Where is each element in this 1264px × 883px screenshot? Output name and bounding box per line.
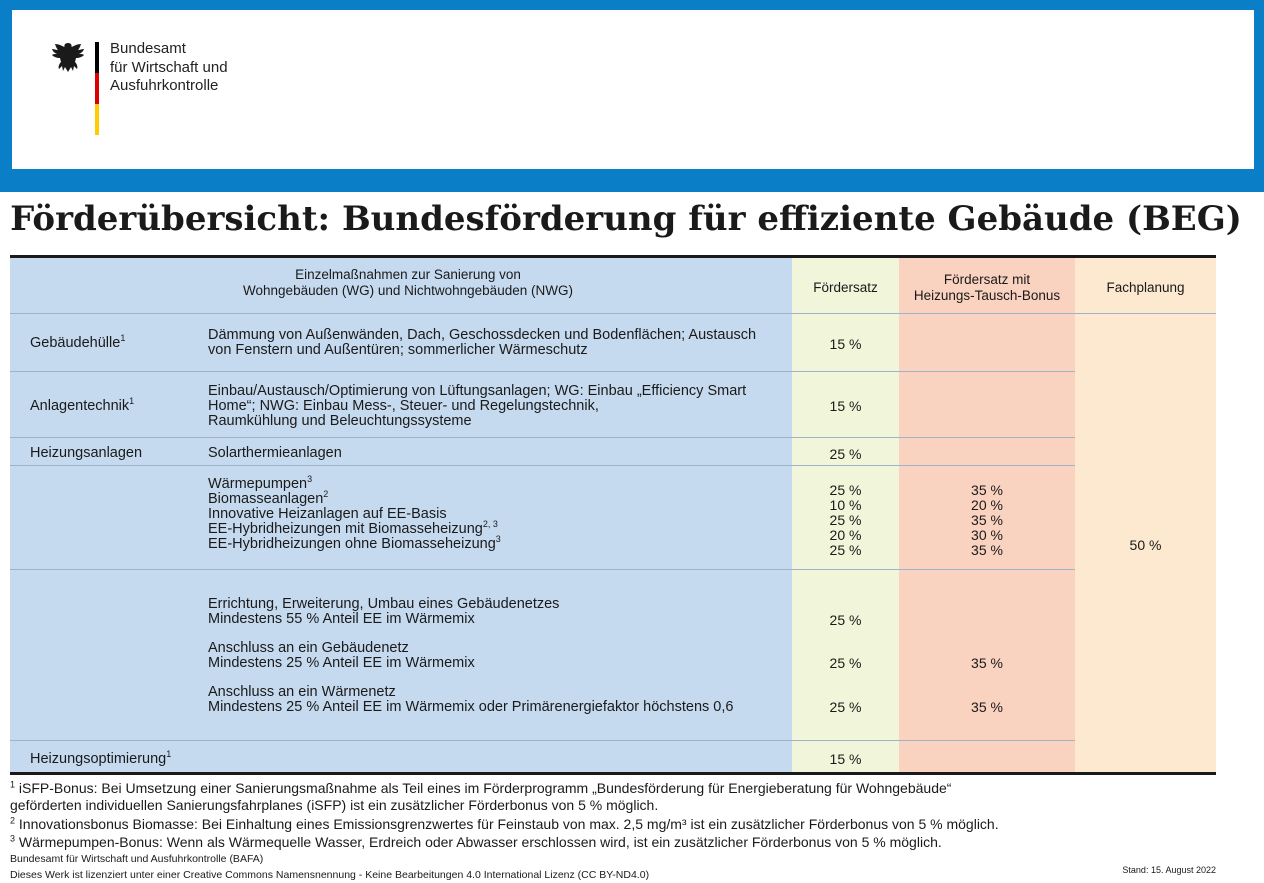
date-stamp: Stand: 15. August 2022 [1122,865,1216,875]
funding-table [10,255,1216,775]
rate-anlagentechnik: 15 % [829,398,862,414]
rate-heizungsoptimierung: 15 % [829,751,862,767]
list-item: Innovative Heizanlagen auf EE-Basis [208,506,447,522]
footnote-3: $^3$ Wärmepumpen-Bonus: Wenn als Wärmequelle Wasser, Erdreich oder Abwasser erschlossen wird, ist ein zusätzlicher Förderbonus von 5 % möglich. [10,833,942,850]
desc-solarthermie: Solarthermieanlagen [208,445,342,461]
header-panel [12,10,1254,169]
federal-eagle-icon [50,40,86,76]
footnote-1: $^1$ iSFP-Bonus: Bei Umsetzung einer Sanierungsmaßnahme als Teil eines im Förderprogramm „Bundesförderung für Energieberatung für Wohngebäude“ geförderten individuellen Sanierungsfahrplanes (iSFP) ist ein zusätzlicher Förderbonus von 5 % möglich. [10,779,952,813]
rate-netz-2: 25 % [829,655,862,671]
header-measures: Einzelmaßnahmen zur Sanierung von Wohngebäuden (WG) und Nichtwohngebäuden (NWG) [243,267,573,298]
footnote-2: $^2$ Innovationsbonus Biomasse: Bei Einhaltung eines Emissionsgrenzwertes für Feinstaub von max. 2,5 mg/m³ ist ein zusätzlicher Förderbonus von 5 % möglich. [10,815,999,832]
organization-name: Bundesamt für Wirtschaft und Ausfuhrkontrolle [110,40,228,94]
row-divider [10,569,1075,570]
row-divider [10,437,1075,438]
rate-gebaeudehuelle: 15 % [829,336,862,352]
rate-solarthermie: 25 % [829,446,862,462]
fachplanung-value: 50 % [1129,537,1162,553]
rate-netz-1: 25 % [829,612,862,628]
heating-rates: 25 % 10 % 25 % 20 % 25 % [829,482,862,558]
row-divider [10,465,1075,466]
source-note: Bundesamt für Wirtschaft und Ausfuhrkontrolle (BAFA) [10,853,264,865]
list-item: Biomasseanlagen$^2$ [208,489,329,507]
heating-bonus-rates: 35 % 20 % 35 % 30 % 35 % [971,482,1003,558]
row-divider [10,740,1075,741]
flag-stripe [95,42,99,135]
category-anlagentechnik: Anlagentechnik$^1$ [30,396,135,414]
bonus-netz-3: 35 % [971,699,1003,715]
list-item: EE-Hybridheizungen ohne Biomasseheizung$^3$ [208,534,501,552]
page-title: Förderübersicht: Bundesförderung für effiziente Gebäude (BEG) [10,199,1242,239]
heating-list [208,474,501,552]
list-item: Wärmepumpen$^3$ [208,474,313,492]
row-divider [10,313,1216,314]
netz-item-3: Anschluss an ein Wärmenetz Mindestens 25 % Anteil EE im Wärmemix oder Primärenergiefaktor höchstens 0,6 [208,684,734,715]
netz-item-1: Errichtung, Erweiterung, Umbau eines Gebäudenetzes Mindestens 55 % Anteil EE im Wärmemix [208,596,560,627]
header-rate: Fördersatz [813,280,878,295]
bonus-netz-2: 35 % [971,655,1003,671]
category-heizungsanlagen: Heizungsanlagen [30,445,143,461]
header-banner [0,0,1264,192]
header-fachplanung: Fachplanung [1106,280,1185,295]
category-gebaeudehuelle: Gebäudehülle$^1$ [30,333,126,351]
rate-netz-3: 25 % [829,699,862,715]
license-note: Dieses Werk ist lizenziert unter einer Creative Commons Namensnennung - Keine Bearbeitungen 4.0 International Lizenz (CC BY-ND4.0) [10,869,650,881]
category-heizungsoptimierung: Heizungsoptimierung$^1$ [30,749,172,767]
list-item: EE-Hybridheizungen mit Biomasseheizung$^{2, 3}$ [208,519,498,537]
desc-gebaeudehuelle: Dämmung von Außenwänden, Dach, Geschossdecken und Bodenflächen; Austausch von Fenstern und Außentüren; sommerlicher Wärmeschutz [208,327,757,358]
netz-item-2: Anschluss an ein Gebäudenetz Mindestens 25 % Anteil EE im Wärmemix [208,640,475,671]
column-fachplanung [1075,258,1216,772]
row-divider [10,371,1075,372]
header-bonus-rate: Fördersatz mit Heizungs-Tausch-Bonus [913,272,1061,303]
desc-anlagentechnik: Einbau/Austausch/Optimierung von Lüftungsanlagen; WG: Einbau „Efficiency Smart Home“; NWG: Einbau Mess-, Steuer- und Regelungstechnik, Raumkühlung und Beleuchtungssysteme [208,383,747,429]
